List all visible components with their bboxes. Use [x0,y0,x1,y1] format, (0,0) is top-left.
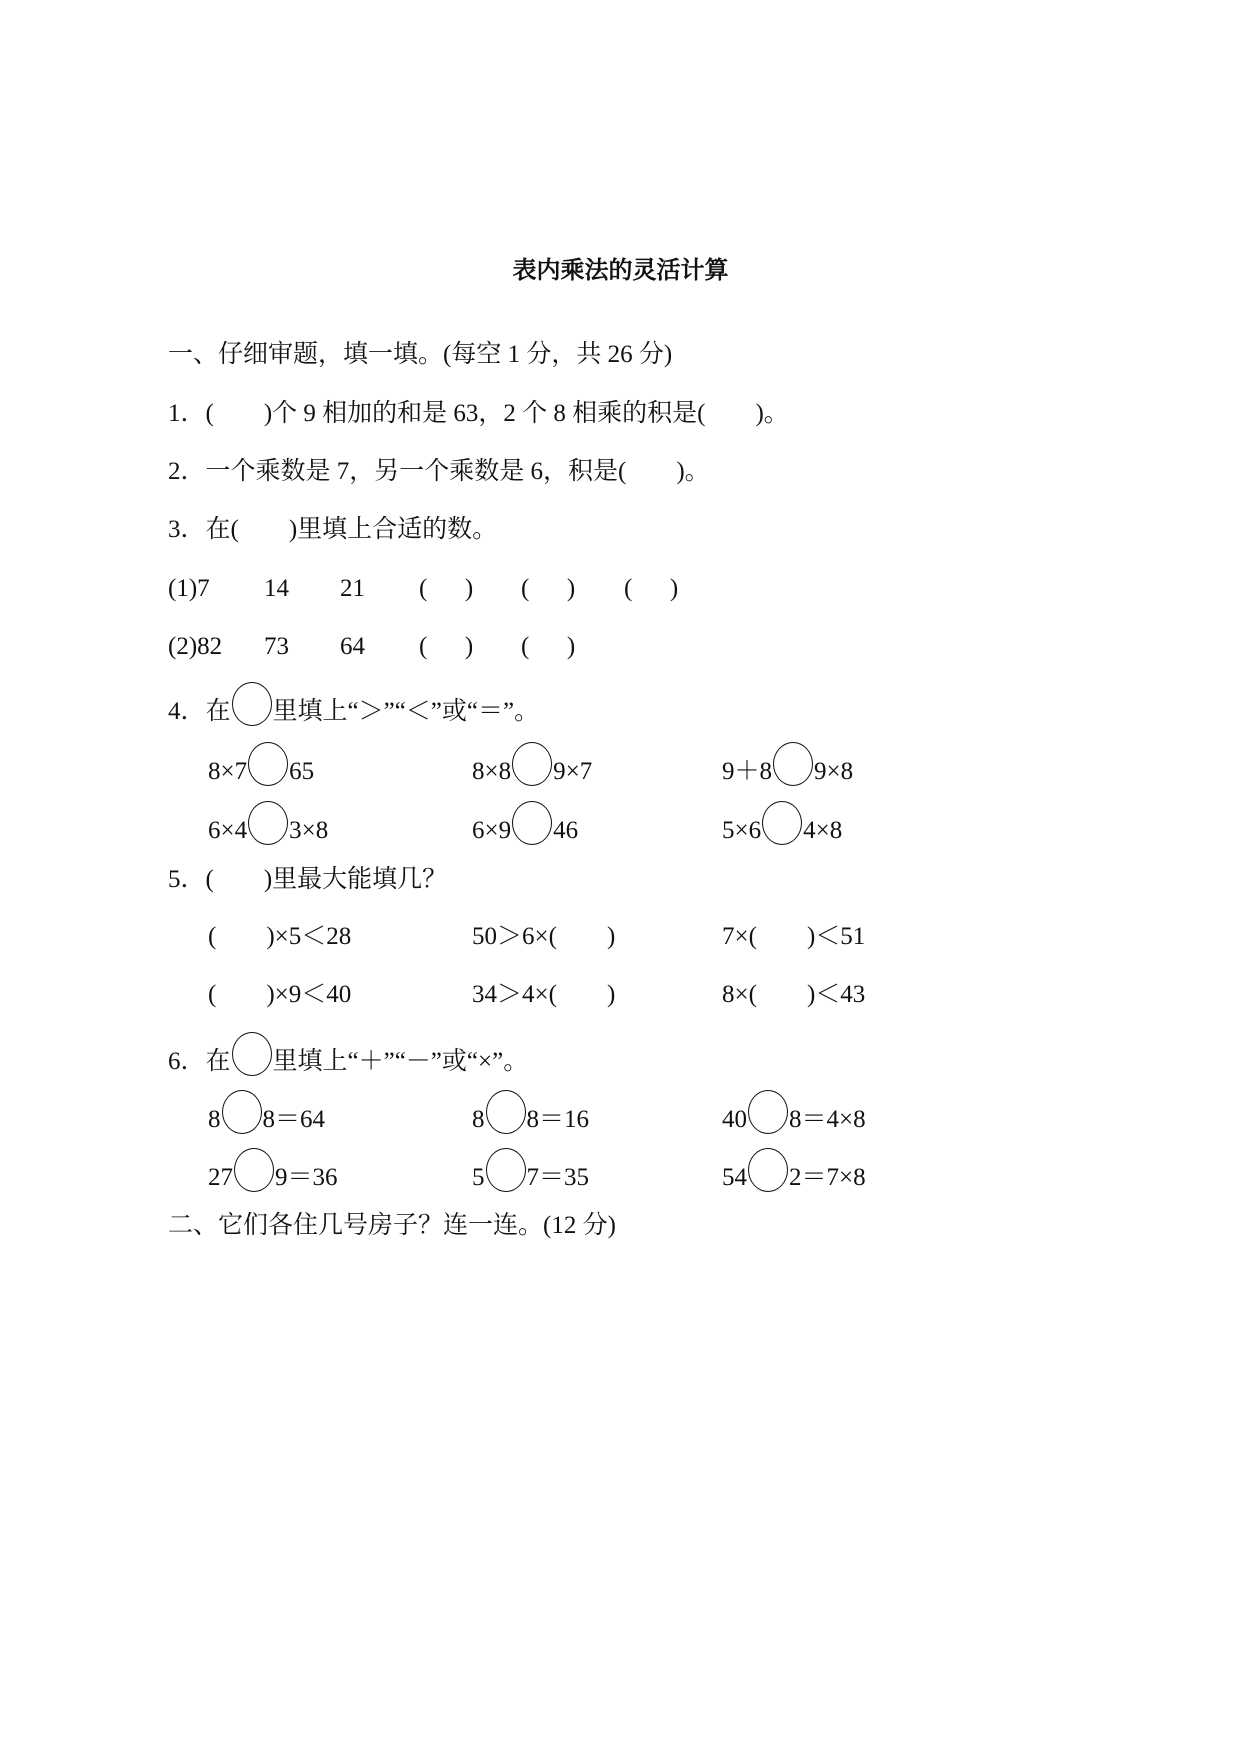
right-expr: 8＝16 [526,1106,590,1133]
left-expr: 54 [722,1164,747,1191]
q4-items-item [722,756,962,788]
left-expr: 8×8 [472,758,512,785]
right-expr: 3×8 [289,817,329,844]
q6-text: 6．在 [168,1048,231,1075]
answer-circle[interactable] [748,1148,788,1192]
answer-circle[interactable] [512,801,552,845]
answer-circle[interactable] [222,1090,262,1134]
q4-items-item [472,756,712,788]
answer-blank[interactable] [239,514,289,546]
answer-blank[interactable] [757,921,807,953]
question-2 [168,456,710,488]
expr-right: )＜43 [806,981,866,1008]
answer-blank[interactable] [214,864,264,896]
expr-left: 8×( [722,981,757,1008]
q5-text: 5．( [168,866,214,893]
expr-left: ( [208,981,217,1008]
q6-items-item [472,1104,712,1136]
seq-blank[interactable]: ( ) [624,575,679,602]
q3-text: 3．在( [168,516,239,543]
expr-right: ) [606,923,616,950]
question-3 [168,514,497,546]
expr-right: ) [606,981,616,1008]
answer-circle[interactable] [748,1090,788,1134]
right-expr: 9×7 [553,758,593,785]
q3-text: )里填上合适的数。 [288,516,498,543]
left-expr: 5×6 [722,817,762,844]
q2-text: 2．一个乘数是 7，另一个乘数是 6，积是( [168,458,627,485]
left-expr: 9＋8 [722,758,773,785]
q6-items-item [208,1104,448,1136]
answer-blank[interactable] [757,979,807,1011]
q6-items-item [722,1162,962,1194]
right-expr: 4×8 [803,817,843,844]
answer-blank[interactable] [216,979,266,1011]
answer-circle[interactable] [248,742,288,786]
right-expr: 7＝35 [526,1164,590,1191]
expr-left: 7×( [722,923,757,950]
q1-text: )。 [755,400,789,427]
answer-circle[interactable] [234,1148,274,1192]
circle-icon [232,1032,272,1076]
q6-items-item [208,1162,448,1194]
left-expr: 8×7 [208,758,248,785]
seq-blank[interactable]: ( ) [419,633,474,660]
q5-items-item [722,921,962,953]
q5-items-item [472,979,712,1011]
left-expr: 8 [208,1106,221,1133]
left-expr: 40 [722,1106,747,1133]
sequence-1 [168,573,768,605]
seq-blank[interactable]: ( ) [419,575,474,602]
seq-item: 21 [340,575,365,602]
right-expr: 65 [289,758,315,785]
left-expr: 6×9 [472,817,512,844]
q6-items-item [722,1104,962,1136]
q5-items-item [208,979,448,1011]
answer-circle[interactable] [248,801,288,845]
q4-items-item [208,815,448,847]
answer-circle[interactable] [762,801,802,845]
answer-blank[interactable] [626,456,676,488]
question-6 [168,1046,528,1078]
sequence-2 [168,631,768,663]
question-1 [168,398,789,430]
q1-text: 1．( [168,400,214,427]
left-expr: 8 [472,1106,485,1133]
q6-items-item [472,1162,712,1194]
q4-items-item [208,756,448,788]
section-1-heading: 一、仔细审题，填一填。(每空 1 分，共 26 分) [168,341,673,368]
q6-text: 里填上“＋”“－”或“×”。 [272,1048,529,1075]
answer-blank[interactable] [705,398,755,430]
q5-items-item [472,921,712,953]
q4-items-item [472,815,712,847]
q2-text: )。 [676,458,710,485]
answer-circle[interactable] [486,1148,526,1192]
right-expr: 46 [553,817,579,844]
answer-circle[interactable] [773,742,813,786]
answer-blank[interactable] [557,921,607,953]
expr-right: )×5＜28 [266,923,352,950]
section-2-heading: 二、它们各住几号房子？连一连。(12 分) [168,1212,616,1239]
seq-blank[interactable]: ( ) [521,575,576,602]
q4-text: 里填上“＞”“＜”或“＝”。 [272,698,540,725]
expr-left: 50＞6×( [472,923,557,950]
answer-blank[interactable] [557,979,607,1011]
left-expr: 5 [472,1164,485,1191]
right-expr: 2＝7×8 [789,1164,866,1191]
right-expr: 8＝4×8 [789,1106,866,1133]
expr-right: )×9＜40 [266,981,352,1008]
seq-item: (1)7 [168,575,210,602]
expr-right: )＜51 [806,923,866,950]
q1-text: )个 9 相加的和是 63，2 个 8 相乘的积是( [263,400,706,427]
seq-blank[interactable]: ( ) [521,633,576,660]
right-expr: 9×8 [814,758,854,785]
left-expr: 6×4 [208,817,248,844]
q5-items-item [722,979,962,1011]
question-5 [168,864,447,896]
answer-circle[interactable] [512,742,552,786]
answer-blank[interactable] [214,398,264,430]
left-expr: 27 [208,1164,233,1191]
q4-items-item [722,815,962,847]
q4-text: 4．在 [168,698,231,725]
circle-icon [232,682,272,726]
q5-items-item [208,921,448,953]
right-expr: 8＝64 [262,1106,326,1133]
answer-circle[interactable] [486,1090,526,1134]
seq-item: 14 [264,575,289,602]
page-title: 表内乘法的灵活计算 [512,256,729,284]
expr-left: ( [208,923,217,950]
right-expr: 9＝36 [275,1164,338,1191]
seq-item: (2)82 [168,633,223,660]
question-4 [168,696,539,728]
seq-item: 73 [264,633,289,660]
answer-blank[interactable] [216,921,266,953]
q5-text: )里最大能填几？ [263,866,448,893]
seq-item: 64 [340,633,365,660]
expr-left: 34＞4×( [472,981,557,1008]
